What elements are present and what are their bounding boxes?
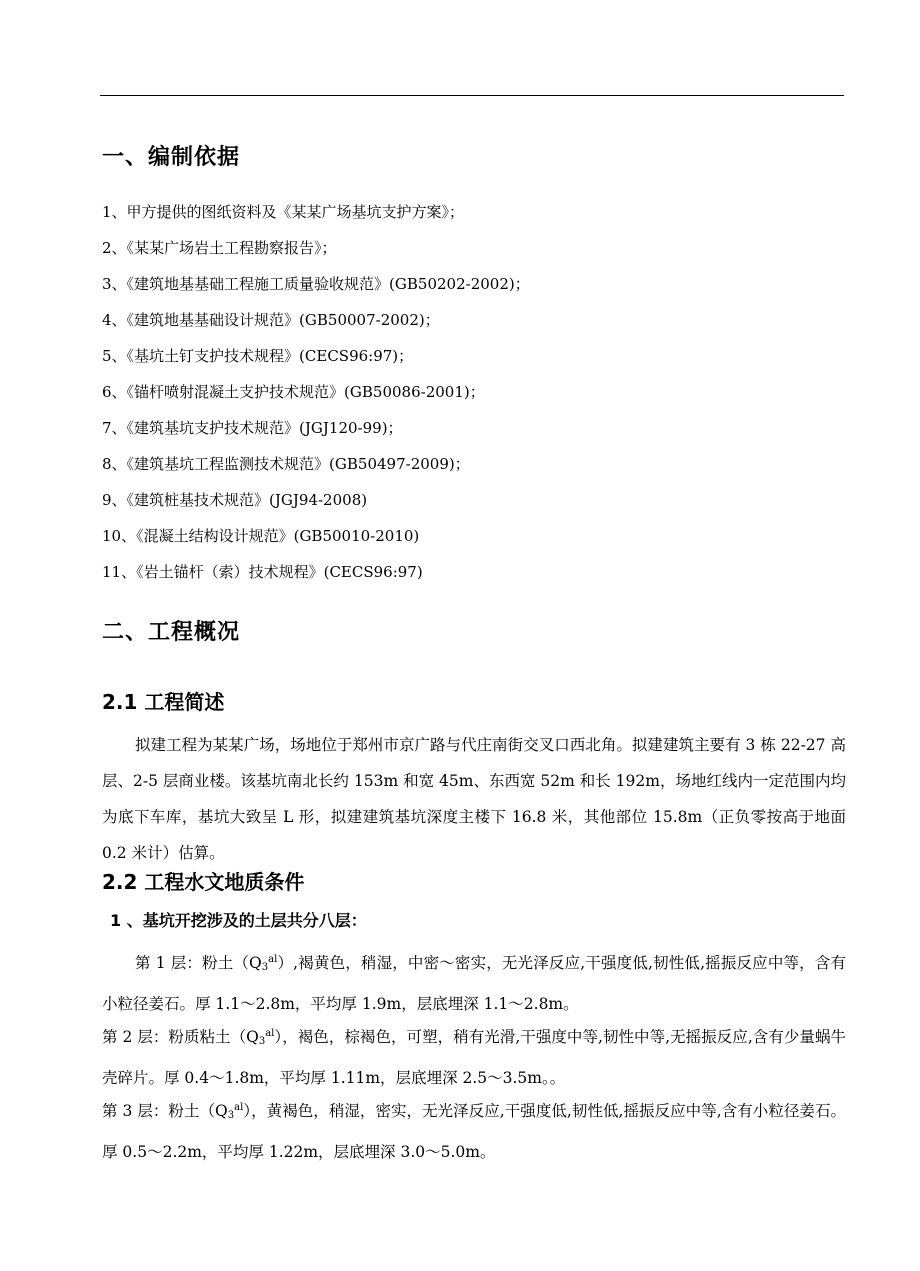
soil-layer-paragraph	[102, 1090, 846, 1170]
summary-paragraph: 拟建工程为某某广场，场地位于郑州市京广路与代庄南街交叉口西北角。拟建建筑主要有 3 栋 22-27 高层、2-5 层商业楼。该基坑南北长约 153m 和宽 45m、东西宽 52m 和长 192m，场地红线内一定范围内均为底下车库，基坑大致呈 L 形，拟建建筑基坑深度主楼下 16.8 米，其他部位 15.8m（正负零按高于地面 0.2 米计）估算。	[102, 736, 846, 862]
layer-superscript: al	[234, 1102, 244, 1113]
layer-prefix: 第 1 层：粉土（Q	[135, 954, 262, 972]
reference-item: 11、《岩土锚杆（索）技术规程》(CECS96:97)	[102, 563, 423, 581]
soil-layer-paragraph	[102, 942, 846, 1022]
reference-item: 4、《建筑地基基础设计规范》(GB50007-2002)；	[102, 311, 440, 329]
reference-item: 6、《锚杆喷射混凝土支护技术规范》(GB50086-2001)；	[102, 383, 485, 401]
reference-item: 9、《建筑桩基技术规范》(JGJ94-2008)	[102, 491, 368, 509]
reference-list	[102, 200, 530, 596]
reference-item: 10、《混凝土结构设计规范》(GB50010-2010)	[102, 527, 420, 545]
layer-description: ）,褐黄色，稍湿，中密～密实，无光泽反应,干强度低,韧性低,摇振反应中等，含有小粒径姜石。厚 1.1～2.8m，平均厚 1.9m，层底埋深 1.1～2.8m。	[102, 954, 846, 1013]
section-title-overview: 二、工程概况	[102, 620, 241, 645]
subsection-title-summary: 2.1 工程简述	[102, 690, 225, 714]
subsection-title-hydrogeology: 2.2 工程水文地质条件	[102, 870, 305, 894]
layer-description: ），褐色，棕褐色，可塑，稍有光滑,干强度中等,韧性中等,无摇振反应,含有少量蜗牛壳碎片。厚 0.4～1.8m，平均厚 1.11m，层底埋深 2.5～3.5m。。	[102, 1028, 846, 1087]
layer-superscript: al	[268, 954, 278, 965]
section-title-basis: 一、编制依据	[102, 145, 241, 170]
reference-item: 1、甲方提供的图纸资料及《某某广场基坑支护方案》；	[102, 203, 465, 221]
layer-subscript: 3	[261, 962, 269, 973]
layer-superscript: al	[265, 1028, 275, 1039]
layer-prefix: 第 3 层：粉土（Q	[102, 1102, 228, 1120]
header-rule	[100, 95, 844, 96]
reference-item: 2、《某某广场岩土工程勘察报告》；	[102, 239, 337, 257]
soil-layer-paragraph	[102, 1016, 846, 1096]
soil-layers-heading: 1 、基坑开挖涉及的土层共分八层：	[110, 911, 367, 930]
layer-prefix: 第 2 层：粉质粘土（Q	[102, 1028, 259, 1046]
layer-description: ），黄褐色，稍湿，密实，无光泽反应,干强度低,韧性低,摇振反应中等,含有小粒径姜石。厚 0.5～2.2m，平均厚 1.22m，层底埋深 3.0～5.0m。	[102, 1102, 846, 1161]
reference-item: 3、《建筑地基基础工程施工质量验收规范》(GB50202-2002)；	[102, 275, 530, 293]
layer-subscript: 3	[227, 1110, 235, 1121]
reference-item: 7、《建筑基坑支护技术规范》(JGJ120-99)；	[102, 419, 403, 437]
reference-item: 5、《基坑土钉支护技术规程》(CECS96:97)；	[102, 347, 414, 365]
layer-subscript: 3	[258, 1036, 266, 1047]
reference-item: 8、《建筑基坑工程监测技术规范》(GB50497-2009)；	[102, 455, 470, 473]
